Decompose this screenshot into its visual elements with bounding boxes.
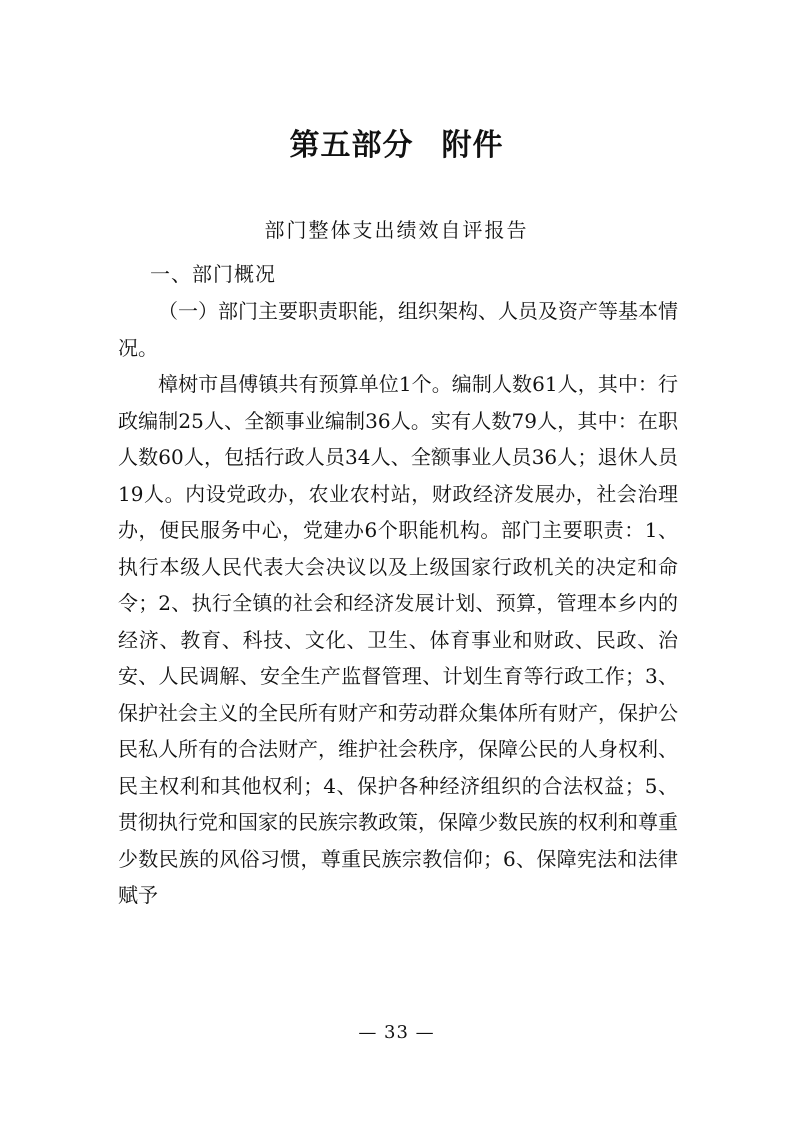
section-heading: 一、部门概况 [150, 262, 276, 286]
report-subtitle: 部门整体支出绩效自评报告 [264, 218, 529, 242]
title-part-label: 第五部分 [289, 128, 414, 163]
page-title [0, 120, 793, 164]
paragraph-responsibilities-heading: （一）部门主要职责职能，组织架构、人员及资产等基本情况。 [118, 299, 678, 360]
paragraph-overview-body: 樟树市昌傅镇共有预算单位1个。编制人数61人，其中：行政编制25人、全额事业编制36人。实有人数79人，其中：在职人数60人，包括行政人员34人、全额事业人员36人；退休人员19人。内设党政办，农业农村站，财政经济发展办，社会治理办，便民服务中心，党建办6个职能机构。部门主要职责：1、执行本级人民代表大会决议以及上级国家行政机关的决定和命令；2、执行全镇的社会和经济发展计划、预算，管理本乡内的经济、教育、科技、文化、卫生、体育事业和财政、民政、治安、人民调解、安全生产监督管理、计划生育等行政工作；3、保护社会主义的全民所有财产和劳动群众集体所有财产，保护公民私人所有的合法财产，维护社会秩序，保障公民的人身权利、民主权利和其他权利；4、保护各种经济组织的合法权益；5、贯彻执行党和国家的民族宗教政策，保障少数民族的权利和尊重少数民族的风俗习惯，尊重民族宗教信仰；6、保障宪法和法律赋予 [118, 372, 678, 907]
page-number: — 33 — [358, 1022, 435, 1043]
title-name-label: 附件 [441, 128, 504, 163]
